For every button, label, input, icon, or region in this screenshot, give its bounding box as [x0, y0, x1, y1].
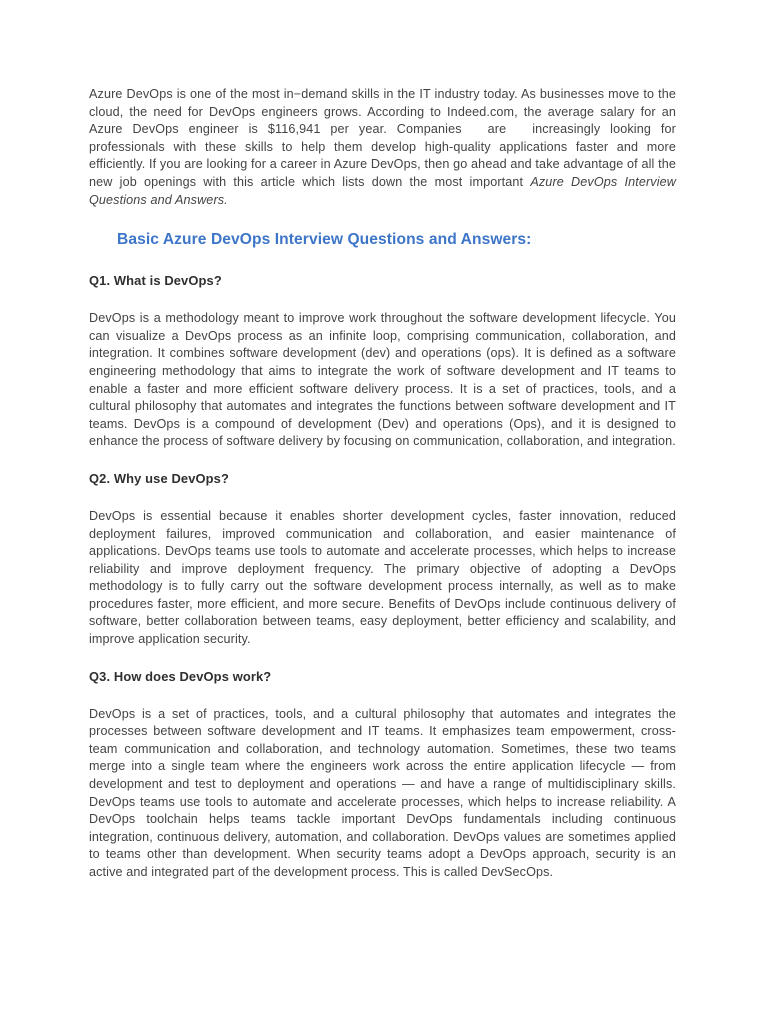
- document-content: [89, 86, 676, 882]
- intro-paragraph: [89, 86, 676, 209]
- intro-text-part2: increasingly looking for professionals with these skills to help them develop high-quality applications faster and more efficiently. If you are looking for a career in Azure DevOps, then go ahead and take advantage of all the new job openings with this article which lists down the most important: [89, 122, 676, 189]
- spacer-after-intro: [89, 209, 676, 229]
- spacer-after-question-2: [89, 488, 676, 508]
- intro-text-are: are: [487, 122, 507, 137]
- answer-paragraph-3: DevOps is a set of practices, tools, and a cultural philosophy that automates and integrates the processes between software development and IT teams. It emphasizes team empowerment, cross-team communication and collaboration, and technology automation. Sometimes, these two teams merge into a single team where the engineers work across the entire application lifecycle — from development and test to deployment and operations — and have a range of multidisciplinary skills. DevOps teams use tools to automate and accelerate processes, which helps to increase reliability. A DevOps toolchain helps teams tackle important DevOps fundamentals including continuous integration, continuous delivery, automation, and collaboration. DevOps values are sometimes applied to teams other than development. When security teams adopt a DevOps approach, security is an active and integrated part of the development process. This is called DevSecOps.: [89, 706, 676, 879]
- intro-text-part1: Azure DevOps is one of the most in−demand skills in the IT industry today. As businesses move to the cloud, the need for DevOps engineers grows. According to Indeed.com, the average salary for an Azure DevOps engineer is $116,941 per year. Companies: [89, 87, 676, 137]
- spacer-after-section-heading: [89, 251, 676, 272]
- question-heading-3: Q3. How does DevOps work?: [89, 668, 272, 684]
- spacer-after-question-3: [89, 686, 676, 706]
- section-heading: Basic Azure DevOps Interview Questions and Answers:: [117, 231, 532, 249]
- question-heading-2: Q2. Why use DevOps?: [89, 470, 229, 486]
- answer-paragraph-1: DevOps is a methodology meant to improve work throughout the software development lifecycle. You can visualize a DevOps process as an infinite loop, comprising communication, collaboration, and integration. It combines software development (dev) and operations (ops). It is defined as a software engineering methodology that aims to integrate the work of software development and IT teams to enable a faster and more efficient software delivery process. It is a set of practices, tools, and a cultural philosophy that automates and integrates the functions between software development and IT teams. DevOps is a compound of development (Dev) and operations (Ops), and it is designed to enhance the process of software delivery by focusing on communication, collaboration, and integration.: [89, 311, 676, 449]
- question-heading-1: Q1. What is DevOps?: [89, 273, 222, 289]
- spacer-after-answer-2: [89, 649, 676, 668]
- spacer-after-question-1: [89, 290, 676, 310]
- intro-italic-title: Azure DevOps Interview Questions and Answers.: [89, 174, 676, 207]
- answer-paragraph-2: DevOps is essential because it enables shorter development cycles, faster innovation, reduced deployment failures, improved communication and collaboration, and easier maintenance of applications. DevOps teams use tools to automate and accelerate processes, which helps to increase reliability and improve deployment frequency. The primary objective of adopting a DevOps methodology is to fully carry out the software development process internally, as well as to make procedures faster, more efficient, and more secure. Benefits of DevOps include continuous delivery of software, better collaboration between teams, easy deployment, better efficiency and scalability, and improve application security.: [89, 508, 676, 647]
- spacer-after-answer-1: [89, 451, 676, 470]
